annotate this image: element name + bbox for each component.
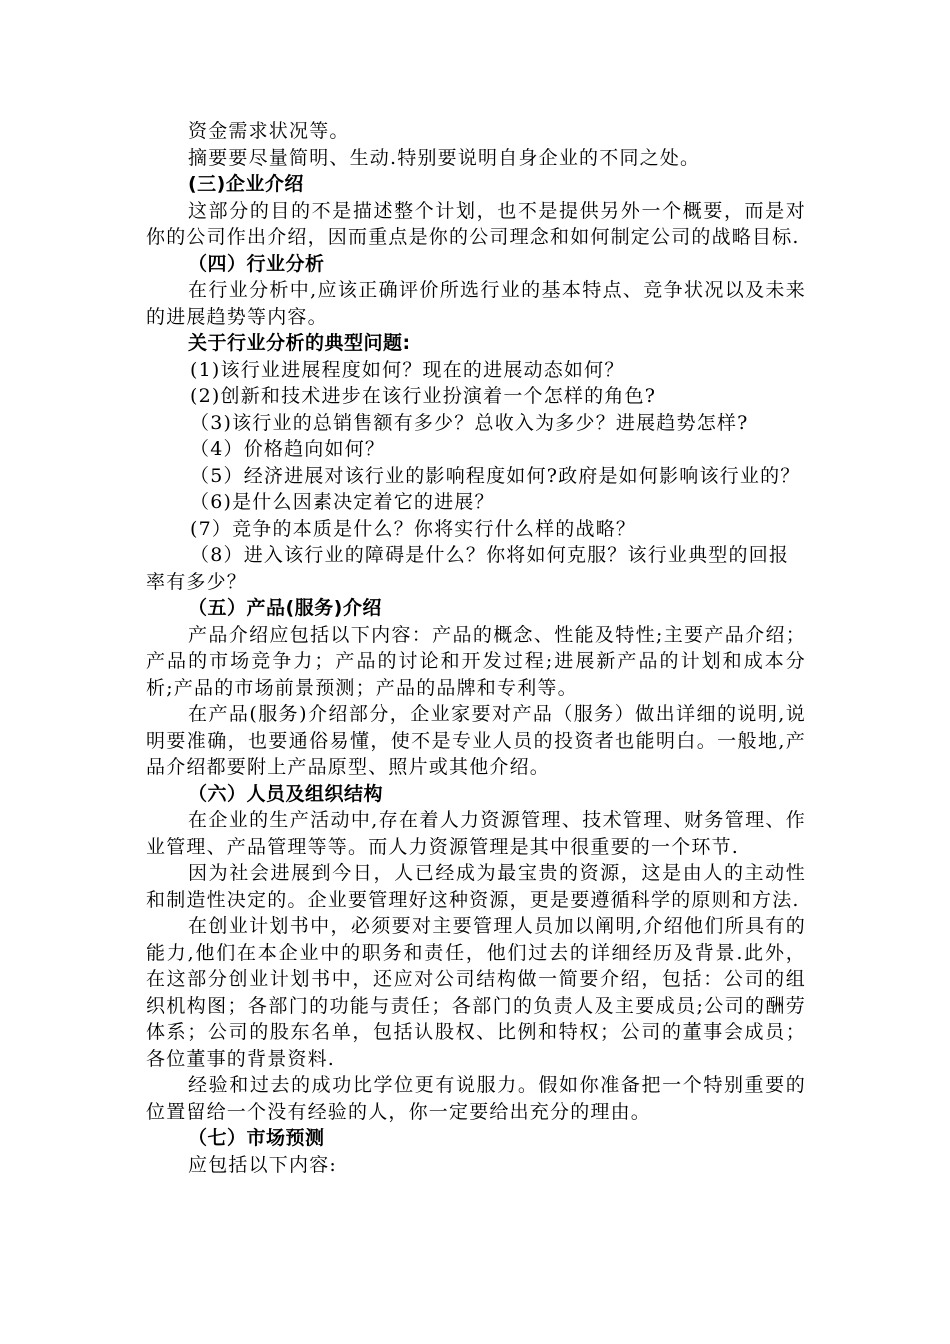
question-item: （3)该行业的总销售额有多少？总收入为多少？进展趋势怎样?	[190, 411, 749, 434]
question-item: (7）竞争的本质是什么？你将实行什么样的战略？	[190, 517, 637, 540]
section-heading: （五）产品(服务)介绍	[188, 597, 382, 619]
paragraph: 在创业计划书中，必须要对主要管理人员加以阐明,介绍他们所具有的能力,他们在本企业中的职务和责任，他们过去的详细经历及背景.此外，在这部分创业计划书中，还应对公司结构做一简要介绍，包括：公司的组织机构图；各部门的功能与责任；各部门的负责人及主要成员;公司的酬劳体系；公司的股东名单，包括认股权、比例和特权；公司的董事会成员；各位董事的背景资料.	[146, 915, 806, 1070]
section-heading: (三)企业介绍	[188, 173, 304, 195]
question-item: (1)该行业进展程度如何？现在的进展动态如何？	[190, 358, 625, 381]
question-item: （4）价格趋向如何？	[190, 438, 386, 460]
paragraph: 因为社会进展到今日，人已经成为最宝贵的资源，这是由人的主动性和制造性决定的。企业要管理好这种资源，更是要遵循科学的原则和方法.	[146, 862, 806, 911]
section-heading: （六）人员及组织结构	[188, 782, 384, 805]
paragraph: 产品介绍应包括以下内容：产品的概念、性能及特性;主要产品介绍；产品的市场竞争力；产品的讨论和开发过程;进展新产品的计划和成本分析;产品的市场前景预测；产品的品牌和专利等。	[146, 623, 806, 699]
question-item: (2)创新和技术进步在该行业扮演着一个怎样的角色?	[190, 385, 657, 407]
paragraph: 在行业分析中,应该正确评价所选行业的基本特点、竞争状况以及未来的进展趋势等内容。	[146, 279, 806, 328]
paragraph: 这部分的目的不是描述整个计划，也不是提供另外一个概要，而是对你的公司作出介绍，因而重点是你的公司理念和如何制定公司的战略目标.	[146, 199, 806, 248]
question-item: （6)是什么因素决定着它的进展？	[190, 491, 495, 513]
paragraph: 在产品(服务)介绍部分，企业家要对产品（服务）做出详细的说明,说明要准确，也要通俗易懂，使不是专业人员的投资者也能明白。一般地,产品介绍都要附上产品原型、照片或其他介绍。	[146, 703, 806, 778]
paragraph: 经验和过去的成功比学位更有说服力。假如你准备把一个特别重要的位置留给一个没有经验的人，你一定要给出充分的理由。	[146, 1074, 806, 1123]
paragraph: 资金需求状况等。	[188, 120, 350, 142]
subsection-heading: 关于行业分析的典型问题:	[188, 332, 411, 354]
section-heading: （四）行业分析	[188, 252, 325, 275]
paragraph: 在企业的生产活动中,存在着人力资源管理、技术管理、财务管理、作业管理、产品管理等等。而人力资源管理是其中很重要的一个环节.	[146, 809, 806, 858]
document-body	[146, 118, 806, 1178]
section-heading: （七）市场预测	[188, 1127, 325, 1149]
paragraph: 应包括以下内容:	[188, 1153, 338, 1176]
question-item: （8）进入该行业的障碍是什么？你将如何克服？该行业典型的回报率有多少？	[146, 544, 790, 593]
paragraph: 摘要要尽量简明、生动.特别要说明自身企业的不同之处。	[188, 146, 701, 169]
question-item: （5）经济进展对该行业的影响程度如何?政府是如何影响该行业的？	[190, 464, 801, 487]
